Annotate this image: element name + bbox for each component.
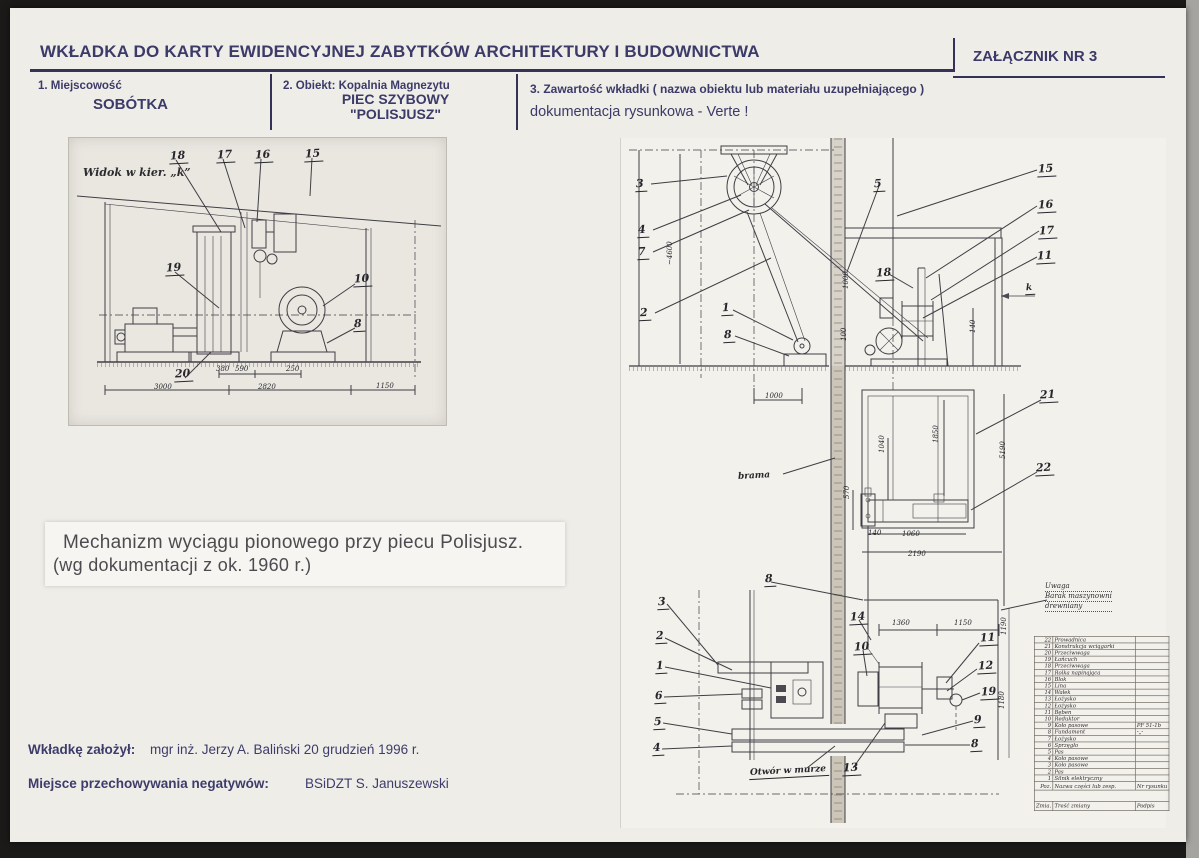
drawing-callout-label: 8 [353, 318, 365, 332]
dimension-label: 570 [843, 485, 851, 499]
drawing-callout-label: 9 [973, 714, 985, 728]
parts-table-row: 14 Wałek [1034, 689, 1169, 696]
motor-unit [271, 287, 335, 362]
dimension-label: 1150 [376, 382, 394, 390]
ground-sheave [784, 338, 826, 366]
dimension-label: 380 [216, 365, 230, 373]
parts-table-row: 4 Koło pasowe [1034, 755, 1169, 762]
drawing-callout-label: 16 [1037, 199, 1057, 214]
field-object-value-1: PIEC SZYBOWY [341, 91, 450, 107]
parts-table-row: 2 Pas [1034, 768, 1169, 775]
drawing-callout-label: 18 [875, 267, 895, 282]
winch-drum-plan [858, 650, 962, 730]
negatives-value: BSiDZT S. Januszewski [305, 776, 449, 791]
field-divider [270, 74, 272, 130]
note-line-1: Uwaga [1045, 582, 1112, 592]
parts-table-row: 6 Sprzęgło [1034, 742, 1169, 749]
building-outline [77, 196, 441, 378]
dimension-label: 1000 [842, 271, 850, 289]
parts-table-row: 8 Fundament -„- [1034, 729, 1169, 736]
dimension-label: 140 [868, 529, 882, 537]
dimension-label: ~4600 [666, 241, 674, 265]
parts-table-row: 12 Łożysko [1034, 702, 1169, 709]
parts-table-row: 17 Rolka napinająca [1034, 669, 1169, 676]
drawing-callout-label: 11 [1036, 250, 1056, 265]
drawing-callout-label: 20 [174, 368, 194, 383]
parts-table-row: 22 Prowadnica [1034, 636, 1169, 643]
created-by-value: mgr inż. Jerzy A. Baliński 20 grudzień 1996 r. [150, 742, 420, 757]
parts-table-row: 16 Blok [1034, 676, 1169, 683]
field-object-value-2: "POLISJUSZ" [349, 106, 442, 122]
parts-table-header-row [1034, 782, 1169, 791]
leader-lines [651, 170, 1047, 768]
field-contents-value: dokumentacja rysunkowa - Verte ! [530, 104, 749, 120]
parts-list-table [1034, 636, 1174, 811]
change-col-3: Podpis [1135, 801, 1169, 810]
caption-label [45, 522, 565, 586]
drive-shafts-plan [718, 590, 904, 760]
dimension-label: 1060 [902, 530, 920, 538]
drawing-callout-label: 8 [970, 738, 982, 752]
furnace-wall [831, 138, 845, 823]
dimension-label: 1040 [878, 435, 886, 453]
parts-table-row: 9 Koło pasowe PF 51-1b [1034, 722, 1169, 729]
top-section [629, 150, 1021, 396]
parts-table-row: 7 Łożysko [1034, 735, 1169, 742]
attachment-number: ZAŁĄCZNIK NR 3 [973, 48, 1098, 65]
drawing-callout-label: 10 [853, 641, 873, 656]
drawing-callout-label: 12 [977, 660, 997, 675]
dimension-label: 3000 [154, 383, 172, 391]
parts-table-row: 15 Lina [1034, 683, 1169, 690]
caption-line-2: (wg dokumentacji z ok. 1960 r.) [53, 555, 312, 575]
field-object [283, 80, 508, 122]
drawing-callout-label: 15 [304, 148, 324, 163]
dimension-label: 100 [840, 327, 848, 341]
field-locality-value: SOBÓTKA [93, 96, 168, 113]
drawing-callout-label: 7 [637, 246, 649, 260]
created-by-label: Wkładkę założył: [28, 742, 136, 757]
dimension-label: 1000 [765, 392, 783, 400]
parts-table-row: 1 Silnik elektryczny [1034, 775, 1169, 782]
field-locality [38, 80, 168, 113]
drawing-callout-label: brama [737, 470, 771, 482]
drawing-callout-label: 8 [723, 329, 735, 343]
change-record-row [1034, 801, 1169, 810]
drawing-callout-label: 4 [637, 224, 649, 238]
drawing-callout-label: 5 [653, 716, 665, 730]
parts-col-pos: Poz. [1034, 782, 1052, 791]
drawing-callout-label: 21 [1039, 389, 1059, 404]
dimension-label: 5190 [999, 441, 1007, 459]
note-line-3: drewniany [1045, 602, 1112, 612]
drawing-callout-label: 8 [764, 573, 776, 587]
field-divider [516, 74, 518, 130]
hoist-tower [189, 212, 296, 362]
card-paper [10, 8, 1186, 842]
drawing-callout-label: 11 [979, 632, 999, 647]
parts-table-row: 10 Reduktor [1034, 716, 1169, 723]
parts-table-spacer-row [1034, 790, 1169, 801]
drawing-callout-label: 5 [873, 178, 885, 192]
drawing-callout-label: 14 [849, 611, 869, 626]
left-drawing-inset [68, 137, 447, 426]
drawing-callout-label: 17 [1038, 225, 1058, 240]
parts-table-row: 18 Przeciwwaga [1034, 663, 1169, 670]
dimension-label: 2190 [908, 550, 926, 558]
drawing-callout-label: 3 [635, 178, 647, 192]
dimension-label: 1180 [998, 691, 1006, 709]
right-drawing-area [620, 138, 1166, 828]
machine-room-note [1045, 582, 1112, 612]
created-by-row [28, 742, 135, 757]
negatives-label: Miejsce przechowywania negatywów: [28, 776, 269, 791]
parts-table-row: 19 Łańcuch [1034, 656, 1169, 663]
drawing-callout-label: 2 [655, 630, 667, 644]
change-col-2: Treść zmiany [1053, 801, 1135, 810]
attachment-rule [953, 76, 1165, 78]
parts-table-row: 20 Przeciwwaga [1034, 650, 1169, 657]
drawing-callout-label: 13 [842, 762, 862, 777]
field-contents-label: 3. Zawartość wkładki ( nazwa obiektu lub materiału uzupełniającego ) [530, 82, 925, 96]
dimension-label: 250 [286, 365, 300, 373]
drawing-callout-label: 17 [216, 149, 236, 164]
drawing-callout-label: Otwór w murze [749, 765, 830, 781]
drawing-callout-label: 15 [1037, 163, 1057, 178]
drawing-callout-label: 18 [169, 150, 189, 165]
drawing-callout-label: 4 [652, 742, 664, 756]
drawing-callout-label: 3 [657, 596, 669, 610]
drawing-callout-label: 2 [639, 307, 651, 321]
drawing-callout-label: 19 [980, 686, 1000, 701]
attachment-divider [953, 38, 955, 72]
dimension-label: 140 [969, 319, 977, 333]
negatives-row [28, 776, 269, 791]
parts-col-name: Nazwa części lub zesp. [1053, 782, 1135, 791]
dimension-label: 590 [235, 365, 249, 373]
parts-table-row: 3 Koło pasowe [1034, 762, 1169, 769]
field-contents [530, 82, 924, 120]
parts-col-no: Nr rysunku [1136, 782, 1168, 789]
leader-lines [175, 158, 355, 378]
drawing-callout-label: 1 [655, 660, 667, 674]
page-title: WKŁADKA DO KARTY EWIDENCYJNEJ ZABYTKÓW ARCHITEKTURY I BUDOWNICTWA [40, 42, 760, 61]
drawing-callout-label: 22 [1035, 462, 1055, 477]
dimension-label: 2820 [258, 383, 276, 391]
dimension-label: 1190 [1000, 617, 1008, 635]
caption-line-1: Mechanizm wyciągu pionowego przy piecu Polisjusz. [63, 532, 524, 553]
dimension-label: 1360 [892, 619, 910, 627]
drawing-callout-label: k [1025, 284, 1036, 296]
change-col-1: Zmia. [1035, 802, 1052, 809]
field-object-label: 2. Obiekt: Kopalnia Magnezytu [283, 80, 450, 92]
view-direction-label: Widok w kier. „k” [83, 166, 191, 179]
note-line-2: Barak maszynowni [1045, 592, 1112, 600]
drawing-callout-label: 16 [254, 149, 274, 164]
dimension-label: 1150 [954, 619, 972, 627]
parts-table-row: 5 Pas [1034, 749, 1169, 756]
parts-table-row: 21 Konstrukcja wciągarki [1034, 643, 1169, 650]
parts-table-row: 13 Łożysko [1034, 696, 1169, 703]
dimension-label: 1850 [932, 425, 940, 443]
drawing-callout-label: 1 [721, 302, 733, 316]
title-rule [30, 69, 955, 72]
scan-edge [1186, 0, 1199, 858]
drawing-callout-label: 6 [654, 690, 666, 704]
drawing-callout-label: 19 [165, 262, 185, 277]
parts-table-row: 11 Bęben [1034, 709, 1169, 716]
field-locality-label: 1. Miejscowość [38, 80, 122, 92]
drawing-callout-label: 10 [353, 273, 373, 288]
gear-unit [115, 308, 197, 362]
